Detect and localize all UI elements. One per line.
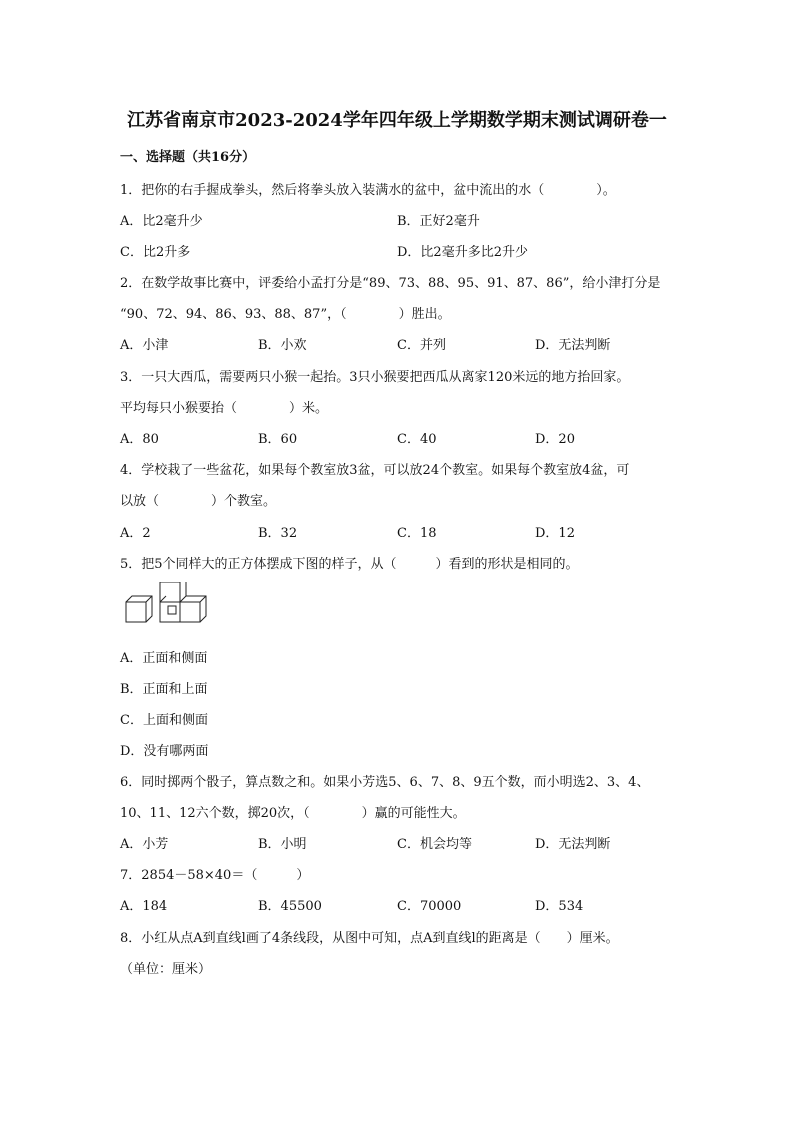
question-4-text-line1: 4．学校栽了一些盆花，如果每个教室放3盆，可以放24个教室。如果每个教室放4盆，可 (120, 463, 630, 478)
cube-inner-square (168, 606, 176, 614)
q4-option-a: A．2 (120, 526, 151, 541)
q3-option-b: B．60 (258, 432, 298, 447)
cube-stack-bottom-right (180, 596, 206, 622)
q3-option-c: C．40 (397, 432, 437, 447)
q6-option-d: D．无法判断 (535, 837, 611, 852)
cube-stack-bottom-left (160, 596, 180, 622)
q7-option-a: A．184 (120, 899, 168, 914)
question-3-text-line1: 3．一只大西瓜，需要两只小猴一起抬。3只小猴要把西瓜从离家120米远的地方抬回家。 (120, 370, 630, 385)
cubes-figure (124, 582, 208, 630)
q4-option-c: C．18 (397, 526, 437, 541)
cube-left (126, 596, 152, 622)
question-6-text-line2: 10、11、12六个数，掷20次，（ ）赢的可能性大。 (120, 806, 466, 821)
q6-option-b: B．小明 (258, 837, 307, 852)
question-6-text-line1: 6．同时掷两个骰子，算点数之和。如果小芳选5、6、7、8、9五个数，而小明选2、3、4、 (120, 775, 650, 790)
q7-option-d: D．534 (535, 899, 584, 914)
question-1-text: 1．把你的右手握成拳头，然后将拳头放入装满水的盆中，盆中流出的水（ ）。 (120, 183, 616, 198)
question-2-text-line2: “90、72、94、86、93、88、87”，（ ）胜出。 (120, 307, 451, 322)
q2-option-c: C．并列 (397, 338, 446, 353)
q2-option-b: B．小欢 (258, 338, 307, 353)
question-8-text-line1: 8．小红从点A到直线l画了4条线段，从图中可知，点A到直线l的距离是（ ）厘米。 (120, 931, 619, 946)
q5-option-d: D．没有哪两面 (120, 744, 209, 759)
section-heading-choice: 一、选择题（共16分） (120, 150, 256, 165)
q7-option-b: B．45500 (258, 899, 322, 914)
q4-option-b: B．32 (258, 526, 298, 541)
q1-option-a: A．比2毫升少 (120, 214, 203, 229)
q3-option-d: D．20 (535, 432, 575, 447)
q6-option-c: C．机会均等 (397, 837, 472, 852)
question-7-text: 7．2854－58×40＝（ ） (120, 868, 310, 883)
q1-option-b: B．正好2毫升 (397, 214, 480, 229)
q3-option-a: A．80 (120, 432, 159, 447)
question-8-text-line2: （单位：厘米） (120, 962, 212, 977)
q6-option-a: A．小芳 (120, 837, 169, 852)
q1-option-c: C．比2升多 (120, 245, 191, 260)
q2-option-a: A．小津 (120, 338, 169, 353)
q5-option-b: B．正面和上面 (120, 682, 208, 697)
exam-title: 江苏省南京市2023-2024学年四年级上学期数学期末测试调研卷一 (127, 110, 667, 131)
q7-option-c: C．70000 (397, 899, 462, 914)
q4-option-d: D．12 (535, 526, 575, 541)
q5-option-a: A．正面和侧面 (120, 651, 208, 666)
q2-option-d: D．无法判断 (535, 338, 611, 353)
q5-option-c: C．上面和侧面 (120, 713, 208, 728)
question-3-text-line2: 平均每只小猴要抬（ ）米。 (120, 401, 329, 416)
question-2-text-line1: 2．在数学故事比赛中，评委给小孟打分是“89、73、88、95、91、87、86”，给小津打分是 (120, 276, 661, 291)
cube-stack-top (160, 582, 186, 602)
question-4-text-line2: 以放（ ）个教室。 (120, 494, 277, 509)
question-5-text: 5．把5个同样大的正方体摆成下图的样子，从（ ）看到的形状是相同的。 (120, 557, 579, 572)
q1-option-d: D．比2毫升多比2升少 (397, 245, 528, 260)
